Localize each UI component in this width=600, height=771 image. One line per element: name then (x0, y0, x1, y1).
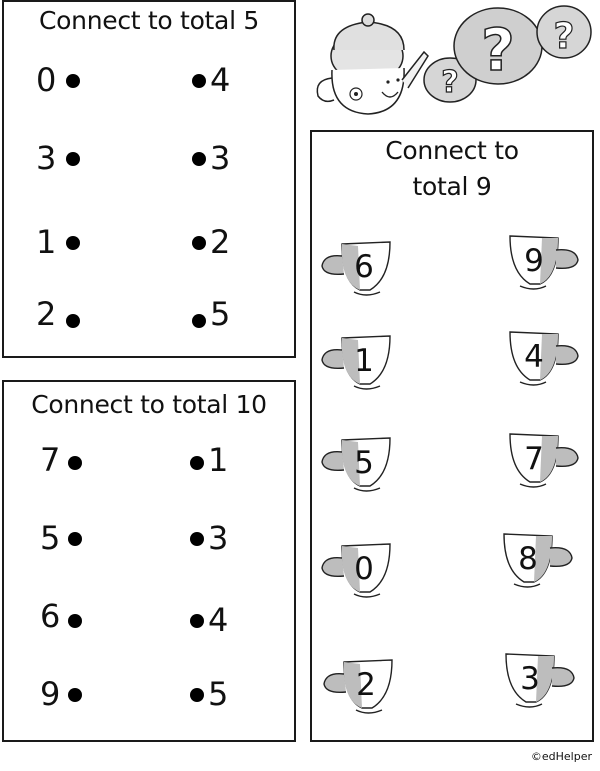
cup-number: 4 (524, 339, 544, 375)
total-10-panel (2, 380, 296, 742)
left-number: 6 (40, 597, 61, 635)
left-dot[interactable] (66, 74, 80, 88)
right-number: 5 (208, 675, 229, 713)
question-mark-small: ? (441, 65, 459, 100)
left-dot[interactable] (68, 688, 82, 702)
cup-number: 2 (356, 667, 376, 703)
right-dot[interactable] (190, 456, 204, 470)
left-number: 7 (40, 441, 61, 479)
cup-number: 9 (524, 243, 544, 279)
cup-number: 3 (520, 661, 540, 697)
total-9-title-line1: Connect to (385, 136, 519, 165)
left-dot[interactable] (68, 456, 82, 470)
teapot-icon (312, 8, 432, 123)
question-clouds-icon (418, 0, 594, 110)
teacup-right[interactable] (502, 530, 574, 590)
left-number: 0 (36, 61, 57, 99)
total-9-panel (310, 130, 594, 742)
right-dot[interactable] (192, 152, 206, 166)
teacup-right[interactable] (508, 430, 580, 490)
total-5-title: Connect to total 5 (39, 6, 259, 35)
right-number: 5 (210, 295, 231, 333)
cup-number: 8 (518, 541, 538, 577)
question-mark-large: ? (481, 16, 515, 84)
teacup-left[interactable] (320, 434, 392, 494)
teacup-left[interactable] (322, 656, 394, 716)
teacup-left[interactable] (320, 540, 392, 600)
left-number: 3 (36, 139, 57, 177)
copyright-notice: ©edHelper (530, 750, 592, 763)
teacup-left[interactable] (320, 238, 392, 298)
right-number: 4 (210, 61, 231, 99)
teacup-right[interactable] (504, 650, 576, 710)
right-dot[interactable] (190, 688, 204, 702)
total-9-title-line2: total 9 (412, 172, 492, 201)
right-dot[interactable] (190, 614, 204, 628)
left-dot[interactable] (68, 532, 82, 546)
right-number: 4 (208, 601, 229, 639)
cup-number: 5 (354, 445, 374, 481)
right-number: 2 (210, 223, 231, 261)
right-number: 1 (208, 441, 229, 479)
total-5-panel (2, 0, 296, 358)
left-number: 2 (36, 295, 57, 333)
right-dot[interactable] (192, 314, 206, 328)
cup-number: 0 (354, 551, 374, 587)
teacup-right[interactable] (508, 232, 580, 292)
left-dot[interactable] (66, 236, 80, 250)
left-dot[interactable] (68, 614, 82, 628)
right-dot[interactable] (192, 74, 206, 88)
cup-number: 6 (354, 249, 374, 285)
cup-number: 1 (354, 343, 374, 379)
right-dot[interactable] (190, 532, 204, 546)
right-dot[interactable] (192, 236, 206, 250)
left-number: 9 (40, 675, 61, 713)
left-dot[interactable] (66, 152, 80, 166)
teacup-right[interactable] (508, 328, 580, 388)
left-number: 5 (40, 519, 61, 557)
teacup-left[interactable] (320, 332, 392, 392)
cup-number: 7 (524, 441, 544, 477)
right-number: 3 (208, 519, 229, 557)
question-mark-medium: ? (553, 16, 575, 57)
right-number: 3 (210, 139, 231, 177)
total-10-title: Connect to total 10 (31, 390, 267, 419)
left-number: 1 (36, 223, 57, 261)
left-dot[interactable] (66, 314, 80, 328)
